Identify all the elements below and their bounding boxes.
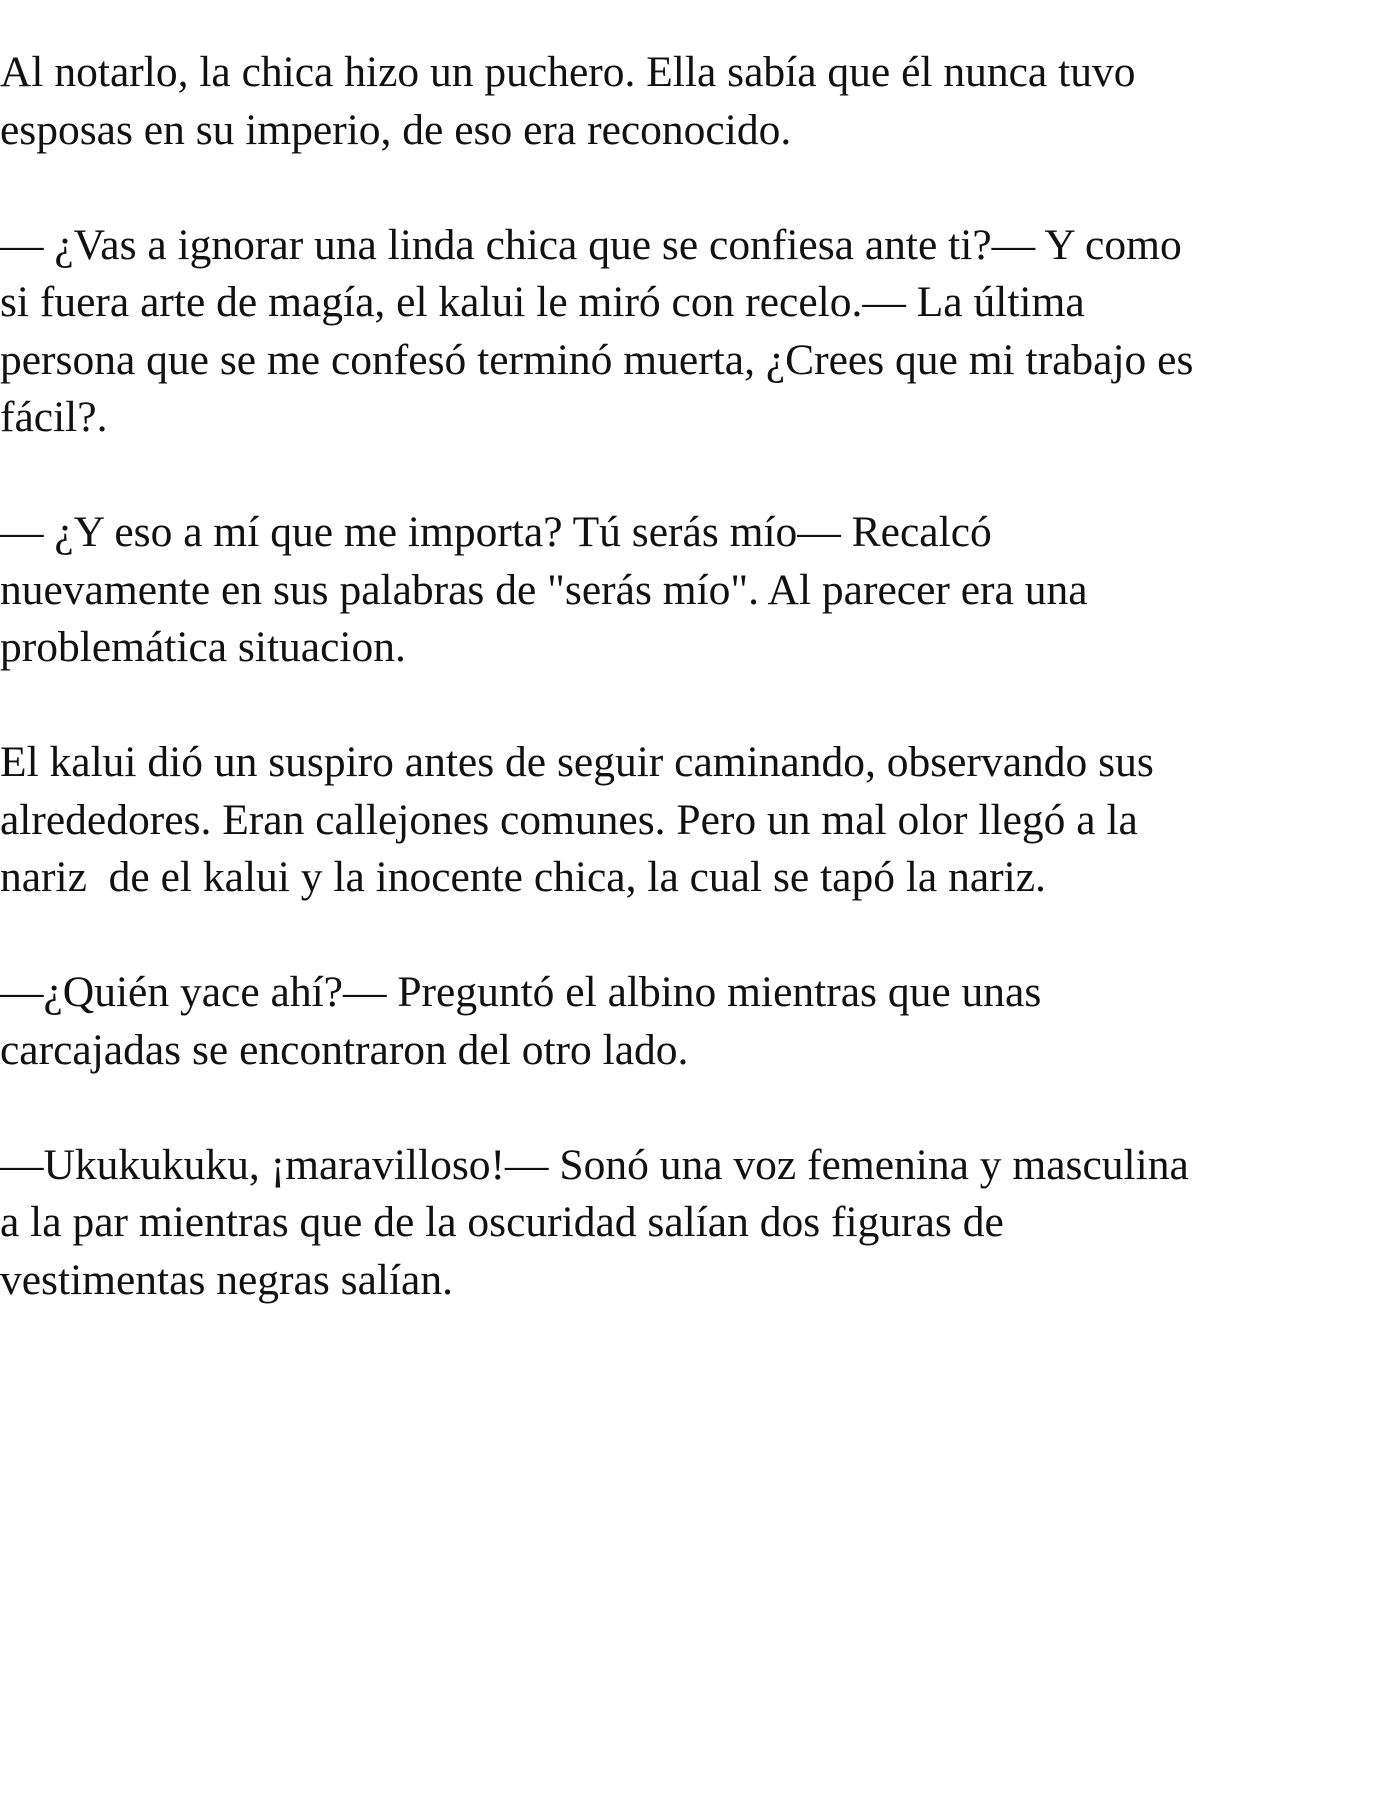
paragraph-6: —Ukukukuku, ¡maravilloso!— Sonó una voz femenina y masculina a la par mientras que de la oscuridad salían dos figuras de vestimentas negras salían. — [0, 1140, 1189, 1304]
paragraph-5: —¿Quién yace ahí?— Preguntó el albino mientras que unas carcajadas se encontraron del otro lado. — [0, 968, 1042, 1074]
paragraph-1: Al notarlo, la chica hizo un puchero. Ella sabía que él nunca tuvo esposas en su imperio, de eso era reconocido. — [0, 48, 1136, 154]
document-body — [0, 44, 1330, 1367]
paragraph-4: El kalui dió un suspiro antes de seguir caminando, observando sus alrededores. Eran callejones comunes. Pero un mal olor llegó a la nariz de el kalui y la inocente chica, la cual se tapó la nariz. — [0, 738, 1154, 901]
paragraph-2: — ¿Vas a ignorar una linda chica que se confiesa ante ti?— Y como si fuera arte de magía, el kalui le miró con recelo.— La última persona que se me confesó terminó muerta, ¿Crees que mi trabajo es fácil?. — [0, 220, 1194, 441]
paragraph-3: — ¿Y eso a mí que me importa? Tú serás mío— Recalcó nuevamente en sus palabras de "serás mío". Al parecer era una problemática situacion. — [0, 508, 1088, 671]
